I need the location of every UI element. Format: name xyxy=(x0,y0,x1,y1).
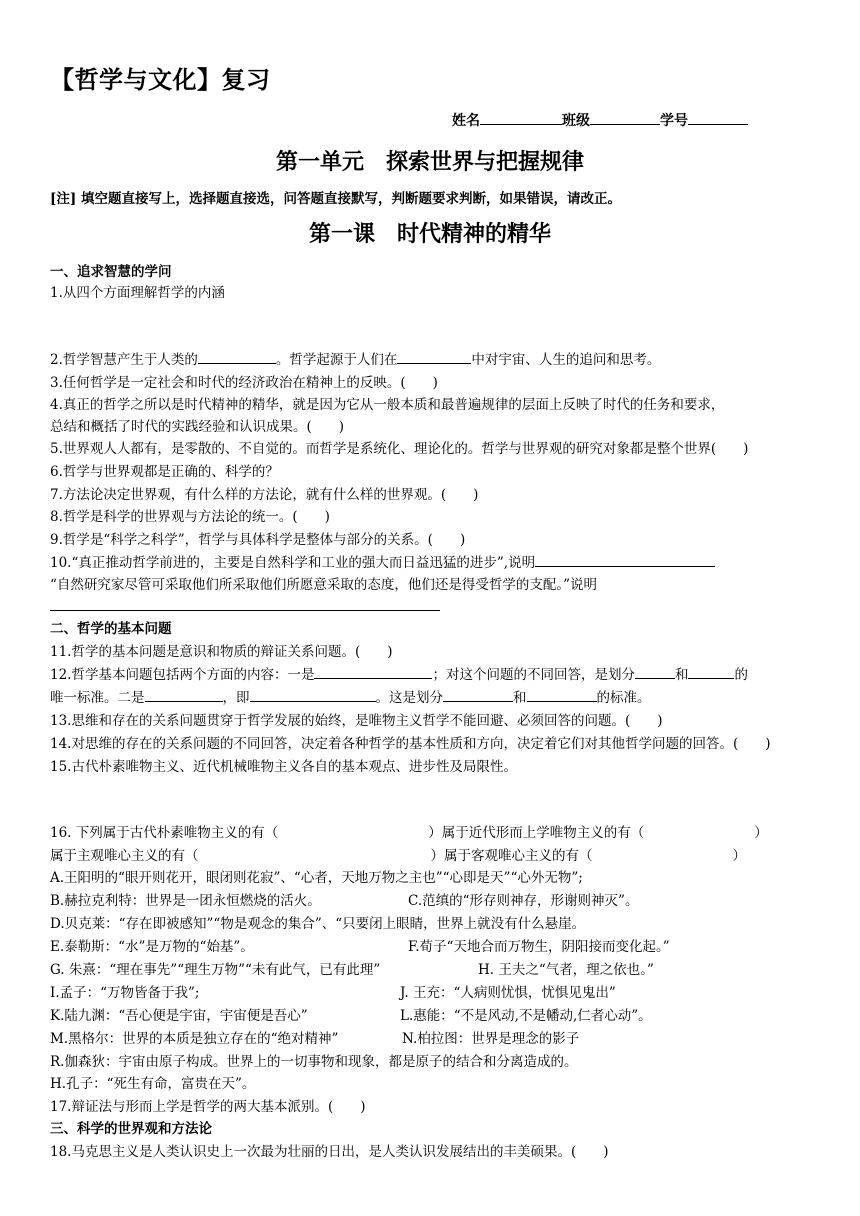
question-16-line-2 xyxy=(50,844,746,864)
option-f: F.荀子“天地合而万物生，阴阳接而变化起。” xyxy=(408,939,670,955)
option-b: B.赫拉克利特：世界是一团永恒燃烧的活火。 xyxy=(50,893,321,909)
q10-text-a: 10.“真正推动哲学前进的，主要是自然科学和工业的强大而日益迅猛的进步”,说明 xyxy=(50,555,536,571)
question-6: 6.哲学与世界观都是正确的、科学的？ xyxy=(50,464,279,480)
q10-blank-1[interactable] xyxy=(535,552,715,567)
option-g: G. 朱熹：“理在事先”“理生万物”“未有此气，已有此理” xyxy=(50,962,381,978)
question-9: 9.哲学是“科学之科学”，哲学与具体科学是整体与部分的关系。( ) xyxy=(50,532,466,548)
question-17: 17.辩证法与形而上学是哲学的两大基本派别。( ) xyxy=(50,1099,366,1115)
document-title: 【哲学与文化】复习 xyxy=(50,66,271,94)
question-4-line-1: 4.真正的哲学之所以是时代精神的精华，就是因为它从一般本质和最普遍规律的层面上反映了时代的任务和要求， xyxy=(50,397,725,413)
q16-text-2: ）属于近代形而上学唯物主义的有（ xyxy=(428,825,645,841)
question-12-line-2 xyxy=(50,686,651,706)
question-14: 14.对思维的存在的关系问题的不同回答，决定着各种哲学的基本性质和方向，决定着它们对其他哲学问题的回答。( ) xyxy=(50,736,771,752)
option-d: D.贝克莱：“存在即被感知”“物是观念的集合”、“只要闭上眼睛，世界上就没有什么悬崖。 xyxy=(50,916,586,932)
question-15: 15.古代朴素唯物主义、近代机械唯物主义各自的基本观点、进步性及局限性。 xyxy=(50,759,517,775)
lesson-title: 第一课 时代精神的精华 xyxy=(308,222,551,247)
student-info-row xyxy=(452,110,748,130)
q12-text-5: 唯一标准。二是 xyxy=(50,690,145,706)
q16-text-5: ）属于客观唯心主义的有（ xyxy=(430,848,593,864)
student-id-label: 学号 xyxy=(660,113,688,129)
class-label: 班级 xyxy=(562,113,590,129)
q12-text-9: 的标准。 xyxy=(596,690,651,706)
q16-text-4: 属于主观唯心主义的有（ xyxy=(50,848,199,864)
option-j: J. 王充：“人病则忧惧，忧惧见鬼出” xyxy=(400,985,616,1001)
question-12-line-1 xyxy=(50,663,748,683)
q12-blank-5[interactable] xyxy=(250,687,376,702)
section-heading-2: 二、哲学的基本问题 xyxy=(50,621,172,637)
q16-text-6: ） xyxy=(732,848,746,864)
q2-text-c: 中对宇宙、人生的追问和思考。 xyxy=(471,352,661,368)
option-m: M.黑格尔：世界的本质是独立存在的“绝对精神” xyxy=(50,1031,339,1047)
instruction-note: [注] 填空题直接写上，选择题直接选，问答题直接默写，判断题要求判断，如果错误，请改正。 xyxy=(50,191,621,207)
q12-text-1: 12.哲学基本问题包括两个方面的内容：一是 xyxy=(50,667,315,683)
q12-blank-7[interactable] xyxy=(527,687,597,702)
q10-answer-line[interactable] xyxy=(50,610,440,611)
section-heading-3: 三、科学的世界观和方法论 xyxy=(50,1121,212,1137)
section-heading-1: 一、追求智慧的学问 xyxy=(50,264,172,280)
question-10-line-2: “自然研究家尽管可采取他们所采取他们所愿意采取的态度，他们还是得受哲学的支配。”说明 xyxy=(50,577,598,593)
option-r: R.伽森狄：宇宙由原子构成。世界上的一切事物和现象，都是原子的结合和分离造成的。 xyxy=(50,1054,578,1070)
name-blank[interactable] xyxy=(480,110,562,125)
question-4-line-2: 总结和概括了时代的实践经验和认识成果。( ) xyxy=(50,419,345,435)
question-2 xyxy=(50,348,660,368)
q12-blank-1[interactable] xyxy=(314,664,432,679)
option-c: C.范缜的“形存则神存，形谢则神灭”。 xyxy=(408,893,639,909)
option-l: L.惠能：“不是风动,不是幡动,仁者心动”。 xyxy=(400,1008,652,1024)
q2-text-a: 2.哲学智慧产生于人类的 xyxy=(50,352,198,368)
question-13: 13.思维和存在的关系问题贯穿于哲学发展的始终，是唯物主义哲学不能回避、必须回答的问题。( ) xyxy=(50,713,663,729)
q12-text-3: 和 xyxy=(674,667,689,683)
question-18: 18.马克思主义是人类认识史上一次最为壮丽的日出，是人类认识发展结出的丰美硕果。( ) xyxy=(50,1144,609,1160)
option-k: K.陆九渊：“吾心便是宇宙，宇宙便是吾心” xyxy=(50,1008,308,1024)
class-blank[interactable] xyxy=(590,110,660,125)
question-1: 1.从四个方面理解哲学的内涵 xyxy=(50,285,225,301)
option-h2: H.孔子：“死生有命，富贵在天”。 xyxy=(50,1076,256,1092)
q2-blank-2[interactable] xyxy=(397,349,471,364)
unit-title: 第一单元 探索世界与把握规律 xyxy=(275,150,584,175)
student-id-blank[interactable] xyxy=(688,110,748,125)
option-i: I.孟子：“万物皆备于我”; xyxy=(50,985,200,1001)
question-3: 3.任何哲学是一定社会和时代的经济政治在精神上的反映。( ) xyxy=(50,375,438,391)
q16-text-3: ） xyxy=(754,825,768,841)
q2-blank-1[interactable] xyxy=(198,349,276,364)
q12-text-7: 。这是划分 xyxy=(375,690,443,706)
q12-text-6: ，即 xyxy=(222,690,250,706)
option-n: N.柏拉图：世界是理念的影子 xyxy=(402,1031,580,1047)
question-16-line-1 xyxy=(50,821,768,841)
q12-blank-3[interactable] xyxy=(688,664,734,679)
question-11: 11.哲学的基本问题是意识和物质的辩证关系问题。( ) xyxy=(50,644,393,660)
q16-text-1: 16. 下列属于古代朴素唯物主义的有（ xyxy=(50,825,279,841)
q12-text-4: 的 xyxy=(734,667,748,683)
name-label: 姓名 xyxy=(452,113,480,129)
question-10-line-1 xyxy=(50,551,715,571)
q12-blank-2[interactable] xyxy=(635,664,675,679)
q12-text-8: 和 xyxy=(513,690,527,706)
q12-blank-4[interactable] xyxy=(145,687,223,702)
question-8: 8.哲学是科学的世界观与方法论的统一。( ) xyxy=(50,509,330,525)
option-a: A.王阳明的“眼开则花开，眼闭则花寂”、“心者，天地万物之主也”“心即是天”“心外无物”; xyxy=(50,870,583,886)
option-e: E.泰勒斯：“水”是万物的“始基”。 xyxy=(50,939,254,955)
q12-blank-6[interactable] xyxy=(443,687,513,702)
q12-text-2: ；对这个问题的不同回答，是划分 xyxy=(432,667,635,683)
question-5: 5.世界观人人都有，是零散的、不自觉的。而哲学是系统化、理论化的。哲学与世界观的研究对象都是整个世界( ) xyxy=(50,441,749,457)
question-7: 7.方法论决定世界观，有什么样的方法论，就有什么样的世界观。( ) xyxy=(50,487,479,503)
option-h: H. 王夫之“气者，理之依也。” xyxy=(478,962,654,978)
q2-text-b: 。哲学起源于人们在 xyxy=(275,352,398,368)
